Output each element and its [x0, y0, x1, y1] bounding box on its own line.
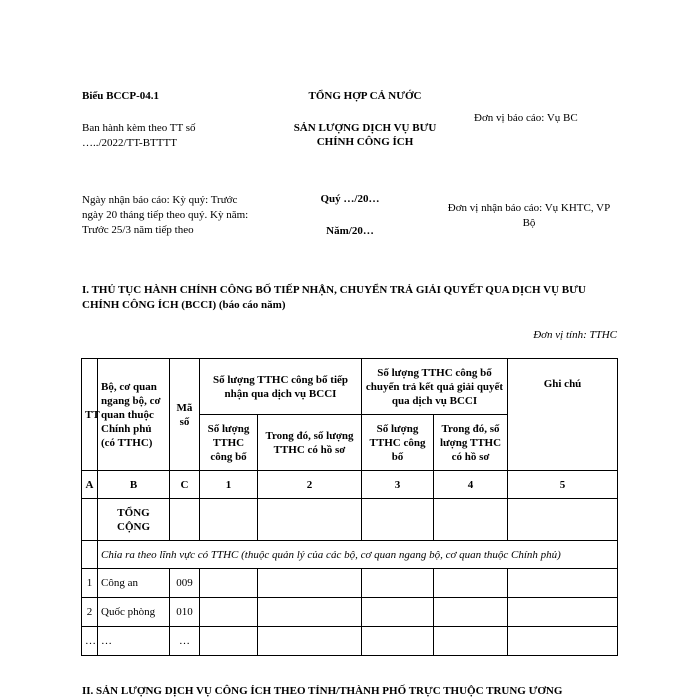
table-row [82, 569, 618, 598]
unit-label: Đơn vị tính: TTHC [533, 329, 617, 341]
year-label: Năm/20… [326, 225, 374, 237]
receiving-unit-line-1: Đơn vị nhận báo cáo: Vụ KHTC, VP [447, 202, 611, 214]
section-2-title: II. SẢN LƯỢNG DỊCH VỤ CÔNG ÍCH THEO TỈNH/THÀNH PHỐ TRỰC THUỘC TRUNG ƯƠNG [82, 685, 563, 697]
header-group-receive: Số lượng TTHC công bố tiếp nhận qua dịch vụ BCCI [200, 359, 362, 415]
table-cell[interactable] [508, 598, 618, 627]
category-note: Chia ra theo lĩnh vực có TTHC (thuộc quản lý của các bộ, cơ quan ngang bộ, cơ quan thuộc Chính phủ) [98, 541, 618, 569]
header-agency: Bộ, cơ quan ngang bộ, cơ quan thuộc Chính phủ (có TTHC) [98, 359, 170, 471]
header-code: Mã số [170, 359, 200, 471]
total-label: TỔNG CỘNG [98, 499, 170, 541]
table-cell[interactable] [170, 499, 200, 541]
table-cell[interactable] [508, 569, 618, 598]
report-title-line-1: SẢN LƯỢNG DỊCH VỤ BƯU [293, 122, 437, 134]
row-tt: … [82, 627, 98, 656]
table-row [82, 598, 618, 627]
column-letter: 2 [258, 471, 362, 499]
table-cell[interactable] [200, 598, 258, 627]
row-code: … [170, 627, 200, 656]
row-agency: Quốc phòng [98, 598, 170, 627]
reporting-unit: Đơn vị báo cáo: Vụ BC [474, 112, 578, 124]
column-letter: 1 [200, 471, 258, 499]
table-cell[interactable] [258, 627, 362, 656]
table-cell [82, 541, 98, 569]
issued-line-2: …../2022/TT-BTTTT [82, 137, 177, 149]
table-cell[interactable] [258, 598, 362, 627]
table-cell[interactable] [434, 627, 508, 656]
section-1-title-line-2: CHÍNH CÔNG ÍCH (BCCI) (báo cáo năm) [82, 299, 286, 311]
row-code: 010 [170, 598, 200, 627]
table-cell[interactable] [434, 569, 508, 598]
tthc-table [81, 358, 618, 656]
table-cell[interactable] [82, 499, 98, 541]
receive-deadline-line-3: Trước 25/3 năm tiếp theo [82, 224, 194, 236]
row-code: 009 [170, 569, 200, 598]
form-code: Biểu BCCP-04.1 [82, 90, 159, 102]
table-cell[interactable] [434, 499, 508, 541]
column-letter: B [98, 471, 170, 499]
header-note: Ghi chú [508, 359, 618, 471]
row-agency: … [98, 627, 170, 656]
receiving-unit-line-2: Bộ [522, 217, 536, 229]
header-group-return: Số lượng TTHC công bố chuyển trả kết quả giải quyết qua dịch vụ BCCI [362, 359, 508, 415]
column-letter: 5 [508, 471, 618, 499]
header-tt: TT [82, 359, 98, 471]
table-cell[interactable] [434, 598, 508, 627]
receive-deadline-line-2: ngày 20 tháng tiếp theo quý. Kỳ năm: [82, 209, 249, 221]
table-cell[interactable] [200, 569, 258, 598]
header-return-records: Trong đó, số lượng TTHC có hồ sơ [434, 415, 508, 471]
header-receive-count: Số lượng TTHC công bố [200, 415, 258, 471]
column-letter: A [82, 471, 98, 499]
table-cell[interactable] [508, 499, 618, 541]
column-letter: C [170, 471, 200, 499]
table-cell[interactable] [362, 598, 434, 627]
column-letter: 4 [434, 471, 508, 499]
issued-line-1: Ban hành kèm theo TT số [82, 122, 196, 134]
row-agency: Công an [98, 569, 170, 598]
table-cell[interactable] [258, 499, 362, 541]
header-return-count: Số lượng TTHC công bố [362, 415, 434, 471]
column-letter: 3 [362, 471, 434, 499]
table-cell[interactable] [362, 499, 434, 541]
table-cell[interactable] [200, 627, 258, 656]
table-cell[interactable] [200, 499, 258, 541]
section-1-title-line-1: I. THỦ TỤC HÀNH CHÍNH CÔNG BỐ TIẾP NHẬN, CHUYỂN TRẢ GIẢI QUYẾT QUA DỊCH VỤ BƯU [82, 284, 586, 296]
table-cell[interactable] [508, 627, 618, 656]
header-receive-records: Trong đó, số lượng TTHC có hồ sơ [258, 415, 362, 471]
table-cell[interactable] [362, 627, 434, 656]
national-title: TỔNG HỢP CẢ NƯỚC [308, 90, 422, 102]
row-tt: 1 [82, 569, 98, 598]
table-cell[interactable] [362, 569, 434, 598]
quarter-label: Quý …/20… [320, 193, 380, 205]
receive-deadline-line-1: Ngày nhận báo cáo: Kỳ quý: Trước [82, 194, 238, 206]
row-tt: 2 [82, 598, 98, 627]
table-cell[interactable] [258, 569, 362, 598]
report-title-line-2: CHÍNH CÔNG ÍCH [316, 136, 414, 148]
table-row [82, 627, 618, 656]
